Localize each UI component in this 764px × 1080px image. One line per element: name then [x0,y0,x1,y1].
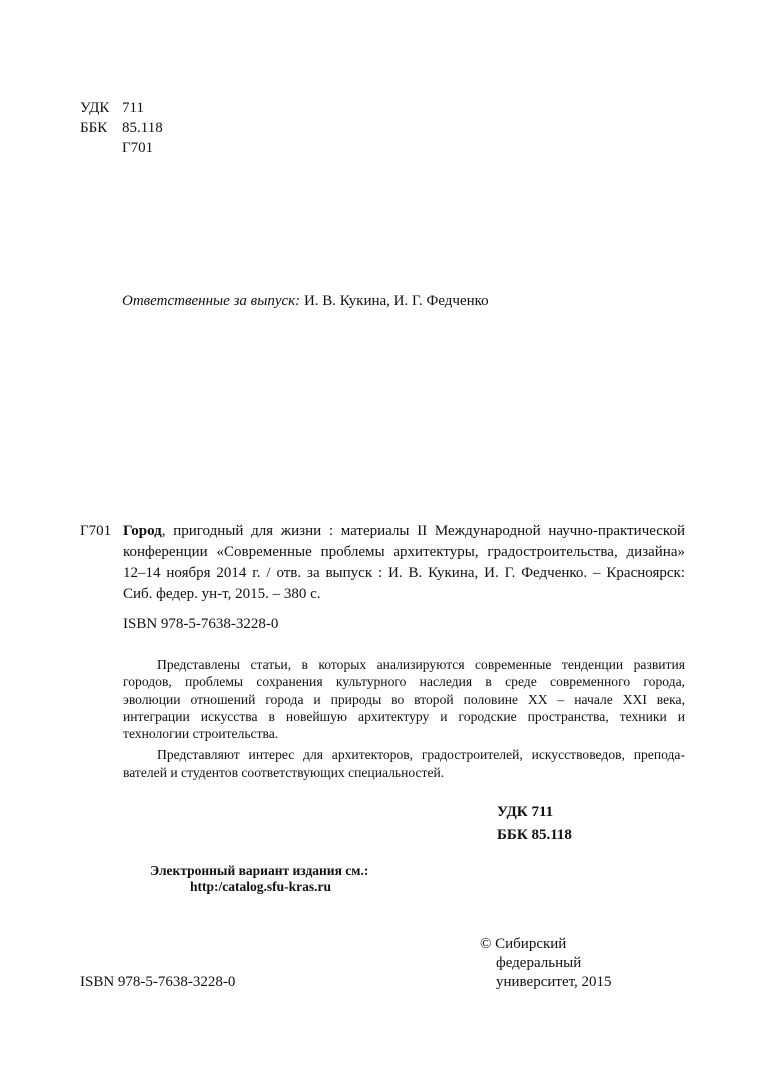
author-mark-row [80,138,163,158]
electronic-version-label: Электронный вариант издания см.: [150,863,369,878]
entry-line-1: Город, пригодный для жизни : материалы II Международной научно-практической [123,523,685,539]
annotation-line: городов, проблемы сохранения культурного наследия в среде современного города, [123,674,685,690]
udk-label: УДК [80,100,110,116]
udk-value: 711 [122,100,144,116]
responsible-label: Ответственные за выпуск: [122,293,301,309]
udk-bottom: УДК 711 [497,804,554,820]
electronic-version-url[interactable]: http:/catalog.sfu-kras.ru [190,879,331,894]
annotation-line: интеграции искусства в новейшую архитектуру и городские пространства, техники и [123,708,685,724]
responsible-names: И. В. Кукина, И. Г. Федченко [303,293,489,309]
responsible-editors [122,293,489,310]
entry-line-4: Сиб. федер. ун-т, 2015. – 380 с. [123,586,321,602]
entry-line-2: конференции «Современные проблемы архитектуры, градостроительства, дизайна» [123,544,685,560]
copyright-line-1: © Сибирский [480,936,567,952]
bbk-row [80,118,163,138]
udk-row [80,98,163,118]
bbk-label: ББК [80,120,108,136]
bibliographic-entry [123,521,685,605]
annotation [123,656,685,781]
bbk-bottom: ББК 85.118 [497,827,572,843]
classification-header [80,98,163,158]
copyright-line-2: федеральный [496,955,582,971]
annotation-line: Представляют интерес для архитекторов, градостроителей, искусствоведов, препода- [157,747,685,763]
copyright-line-3: университет, 2015 [496,974,612,990]
annotation-line: вателей и студентов соответствующих специальностей. [123,764,445,780]
entry-line-3: 12–14 ноября 2014 г. / отв. за выпуск : И. В. Кукина, И. Г. Федченко. – Красноярск: [123,565,685,581]
entry-title: Город [123,523,162,539]
isbn-top: ISBN 978-5-7638-3228-0 [123,616,279,632]
isbn-bottom: ISBN 978-5-7638-3228-0 [80,974,236,990]
annotation-line: эволюции отношений города и природы во второй половине XX – начале XXI века, [123,691,685,707]
entry-mark: Г701 [80,523,112,539]
annotation-line: Представлены статьи, в которых анализируются современные тенденции развития [157,657,685,672]
annotation-line: технологии строительства. [123,726,279,742]
bbk-value: 85.118 [122,120,163,136]
author-mark: Г701 [122,140,154,156]
